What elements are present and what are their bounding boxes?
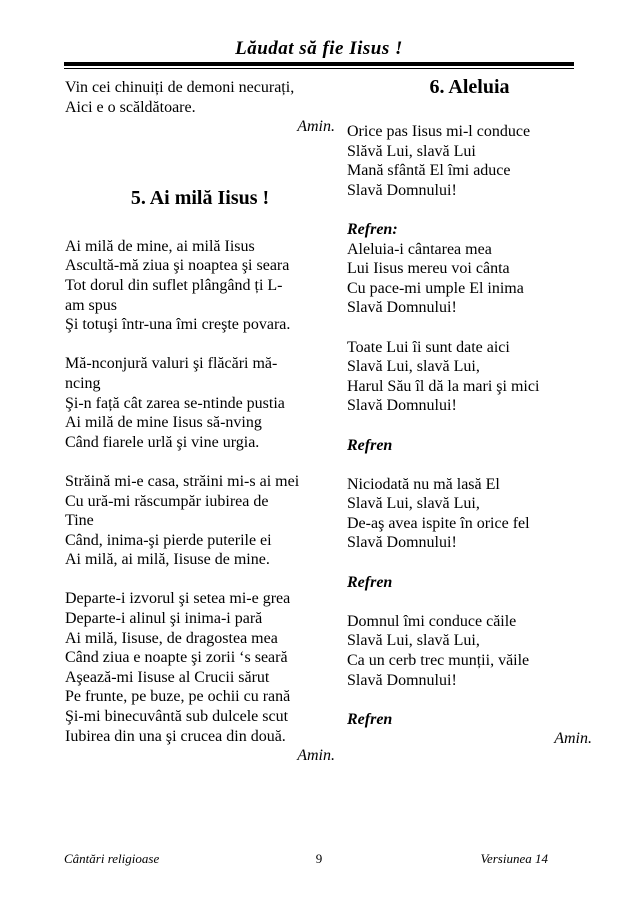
spacer xyxy=(65,219,335,237)
refrain-label: Refren xyxy=(347,436,393,454)
verse-line: Şi totuşi într-una îmi creşte povara. xyxy=(65,316,291,334)
stanza-gap xyxy=(347,455,592,475)
amen-line: Amin. xyxy=(554,730,592,748)
verse-line: Ai milă, ai milă, Iisuse de mine. xyxy=(65,551,270,569)
stanza-gap xyxy=(347,553,592,573)
verse-line: Ascultă-mă ziua şi noaptea şi seara xyxy=(65,257,290,275)
verse-line: Ai milă, Iisuse, de dragostea mea xyxy=(65,629,278,647)
verse-line: Străină mi-e casa, străini mi-s ai mei xyxy=(65,472,300,490)
song-title: 6. Aleluia xyxy=(429,76,510,98)
amen-line: Amin. xyxy=(297,747,335,765)
verse-line: Vin cei chinuiți de demoni necurați, xyxy=(65,79,295,96)
verse-line: Harul Său îl dă la mari şi mici xyxy=(347,377,540,395)
verse-line: Cu ură-mi răscumpăr iubirea de xyxy=(65,492,269,510)
verse-line: Tot dorul din suflet plângând ți L- xyxy=(65,276,283,294)
left-column xyxy=(65,78,335,766)
stanza-gap xyxy=(347,592,592,612)
verse-line: Slavă Lui, slavă Lui, xyxy=(347,495,480,513)
stanza-gap xyxy=(347,690,592,710)
verse-line: am spus xyxy=(65,296,117,314)
stanza-gap xyxy=(65,335,335,355)
verse-line: Slavă Domnului! xyxy=(347,534,457,552)
verse-line: Când fiarele urlă şi vine urgia. xyxy=(65,433,260,451)
verse-line: Pe frunte, pe buze, pe ochii cu rană xyxy=(65,688,291,706)
page-header-title: Lăudat să fie Iisus ! xyxy=(235,38,403,59)
verse-line: Slavă Domnului! xyxy=(347,397,457,415)
stanza-gap xyxy=(347,318,592,338)
header-rule-thick xyxy=(64,62,574,66)
footer-book-title: Cântări religioase xyxy=(64,851,160,866)
verse-line: Ca un cerb trec munții, văile xyxy=(347,652,530,670)
page-number: 9 xyxy=(315,851,323,866)
verse-line: Slavă Domnului! xyxy=(347,181,457,199)
verse-line: Slavă Lui, slavă Lui, xyxy=(347,632,480,650)
verse-line: Aleluia-i cântarea mea xyxy=(347,240,492,258)
verse-line: Aici e o scăldătoare. xyxy=(65,98,196,116)
verse-line: Slăvă Lui, slavă Lui xyxy=(347,142,476,160)
refrain-label: Refren xyxy=(347,573,393,591)
stanza-gap xyxy=(65,452,335,472)
verse-line: Ai milă de mine, ai milă Iisus xyxy=(65,237,255,255)
verse-line: Tine xyxy=(65,512,94,530)
verse-line: Toate Lui îi sunt date aici xyxy=(347,338,510,356)
amen-line: Amin. xyxy=(297,118,335,136)
verse-line: Când ziua e noapte şi zorii ‘s seară xyxy=(65,649,288,667)
stanza-gap xyxy=(65,570,335,590)
header-rule-thin xyxy=(64,68,574,69)
verse-line: Slavă Lui, slavă Lui, xyxy=(347,358,480,376)
stanza-gap xyxy=(347,416,592,436)
spacer xyxy=(65,137,335,189)
stanza-gap xyxy=(347,200,592,220)
refrain-label: Refren: xyxy=(347,220,398,238)
verse-line: Şi-n față cât zarea se-ntinde pustia xyxy=(65,394,285,412)
verse-line: Slavă Domnului! xyxy=(347,671,457,689)
verse-line: Aşează-mi Iisuse al Crucii sărut xyxy=(65,668,270,686)
verse-line: Orice pas Iisus mi-l conduce xyxy=(347,123,531,140)
right-column xyxy=(347,78,592,749)
verse-line: De-aş avea ispite în orice fel xyxy=(347,514,530,532)
verse-line: Când, inima-şi pierde puterile ei xyxy=(65,531,272,549)
verse-line: Departe-i izvorul şi setea mi-e grea xyxy=(65,590,291,608)
verse-line: Ai milă de mine Iisus să-nving xyxy=(65,414,262,432)
verse-line: Cu pace-mi umple El inima xyxy=(347,279,524,297)
verse-line: Şi-mi binecuvântă sub dulcele scut xyxy=(65,708,289,726)
song-title: 5. Ai milă Iisus ! xyxy=(130,186,270,209)
verse-line: Slavă Domnului! xyxy=(347,299,457,317)
verse-line: Lui Iisus mereu voi cânta xyxy=(347,260,510,278)
verse-line: Departe-i alinul şi inima-i pară xyxy=(65,610,263,628)
verse-line: Niciodată nu mă lasă El xyxy=(347,475,500,493)
verse-line: Domnul îmi conduce căile xyxy=(347,612,517,630)
footer-version: Versiunea 14 xyxy=(480,851,548,866)
verse-line: Iubirea din una şi crucea din două. xyxy=(65,727,286,745)
verse-line: ncing xyxy=(65,374,101,392)
verse-line: Mă-nconjură valuri şi flăcări mă- xyxy=(65,355,278,373)
refrain-label: Refren xyxy=(347,710,393,728)
verse-line: Mană sfântă El îmi aduce xyxy=(347,162,511,180)
spacer xyxy=(347,110,592,122)
